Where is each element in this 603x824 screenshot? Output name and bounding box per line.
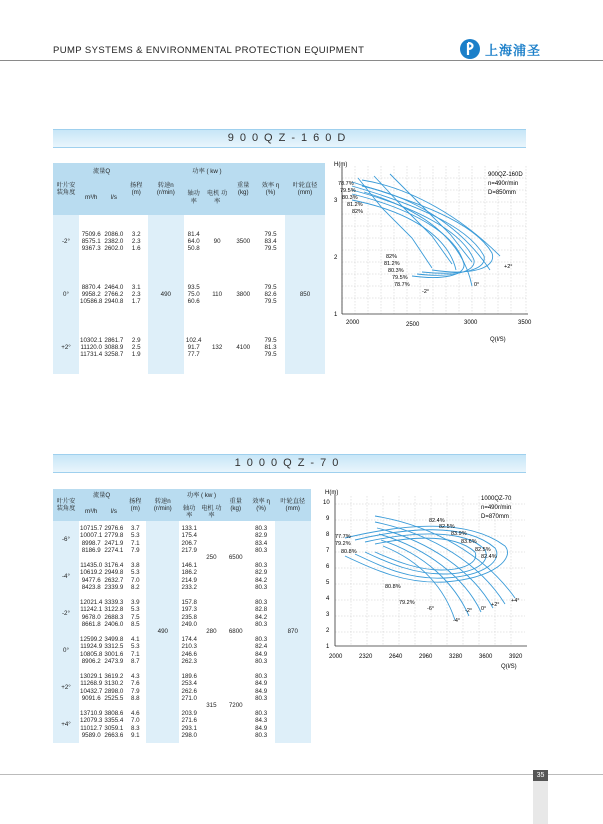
cell-head: 3.8 5.3 7.0 8.2 — [124, 558, 146, 595]
cell-motor: 250 — [199, 521, 224, 595]
cell-ls: 2464.0 2766.2 2940.8 — [103, 268, 124, 321]
cell-head: 3.9 5.3 7.5 8.5 — [124, 595, 146, 632]
cell-head: 4.6 7.0 8.3 9.1 — [124, 706, 146, 743]
cell-weight: 3800 — [230, 268, 256, 321]
cell-m3h: 10715.7 10007.1 8998.7 8186.9 — [79, 521, 103, 558]
x-tick: 2500 — [406, 322, 420, 328]
cell-m3h: 13710.9 12079.3 11012.7 9589.0 — [79, 706, 103, 743]
y-axis-title: H(m) — [334, 162, 348, 168]
eff-label: 80.8% — [341, 549, 357, 555]
angle-label: -6° — [427, 606, 435, 612]
cell-m3h: 12599.2 11924.9 10805.8 8906.2 — [79, 632, 103, 669]
angle-label: +2° — [491, 602, 500, 608]
cell-eff: 80.3 82.9 84.2 80.3 — [248, 558, 275, 595]
eff-label: 77.7% — [335, 534, 351, 540]
y-tick: 7 — [326, 548, 330, 554]
cell-angle: +2° — [53, 321, 79, 374]
col-motor-power: 电机 功率 — [204, 180, 231, 215]
x-tick: 3000 — [464, 320, 478, 326]
section-title: 900QZ-160D — [227, 132, 352, 144]
eff-label: 82% — [352, 209, 364, 215]
x-tick: 3920 — [509, 654, 523, 660]
legend-line: D=850mm — [488, 190, 516, 196]
x-tick: 2960 — [419, 654, 433, 660]
y-axis-title: H(m) — [325, 490, 339, 496]
cell-eff: 80.3 82.8 84.2 80.3 — [248, 595, 275, 632]
cell-eff: 80.3 82.4 84.9 80.3 — [248, 632, 275, 669]
y-tick: 1 — [326, 644, 330, 650]
eff-label: 82.4% — [481, 554, 497, 560]
eff-label: 79.2% — [335, 541, 351, 547]
y-tick: 8 — [326, 532, 330, 538]
y-tick: 3 — [334, 198, 338, 204]
col-head: 扬程 (m) — [124, 489, 146, 521]
cell-motor: 90 — [204, 215, 231, 268]
cell-motor: 315 — [199, 669, 224, 743]
col-flow-ls: l/s — [103, 503, 124, 521]
performance-chart-900qz — [322, 158, 532, 344]
page-edge-tab — [533, 781, 548, 824]
col-angle: 叶片安装角度 — [53, 163, 79, 215]
x-axis-title: Q(l/S) — [490, 337, 506, 343]
cell-eff: 79.5 81.3 79.5 — [256, 321, 285, 374]
eff-label: 80.8% — [385, 584, 401, 590]
y-tick: 2 — [334, 255, 338, 261]
section-title-bar — [53, 454, 526, 473]
col-speed: 转速n (r/min) — [146, 489, 179, 521]
table-row — [53, 669, 311, 706]
cell-angle: -2° — [53, 215, 79, 268]
header-divider — [0, 60, 603, 61]
col-flow-ls: l/s — [103, 180, 124, 215]
company-logo — [459, 38, 541, 60]
cell-dia: 870 — [275, 521, 312, 743]
cell-speed: 490 — [146, 521, 179, 743]
cell-dia: 850 — [285, 215, 325, 374]
x-tick: 3280 — [449, 654, 463, 660]
footer-divider — [0, 774, 603, 775]
eff-label: 79.2% — [399, 600, 415, 606]
cell-head: 4.1 5.3 7.1 8.7 — [124, 632, 146, 669]
col-shaft-power: 轴功率 — [184, 180, 204, 215]
cell-eff: 80.3 84.9 84.9 80.3 — [248, 669, 275, 706]
cell-ls: 3176.4 2949.8 2632.7 2339.9 — [103, 558, 124, 595]
header-title: PUMP SYSTEMS & ENVIRONMENTAL PROTECTION EQUIPMENT — [53, 45, 365, 56]
eff-label: 82.4% — [429, 518, 445, 524]
x-tick: 3500 — [518, 320, 532, 326]
y-tick: 4 — [326, 596, 330, 602]
cell-weight: 4100 — [230, 321, 256, 374]
cell-angle: 0° — [53, 632, 79, 669]
x-tick: 2320 — [359, 654, 373, 660]
cell-head: 4.3 7.6 7.9 8.8 — [124, 669, 146, 706]
angle-label: -2° — [465, 608, 473, 614]
x-tick: 2000 — [346, 320, 360, 326]
cell-weight: 3500 — [230, 215, 256, 268]
col-eff: 效率 η (%) — [248, 489, 275, 521]
eff-label: 78.7% — [394, 282, 410, 288]
cell-angle: -2° — [53, 595, 79, 632]
angle-label: 0° — [474, 282, 480, 288]
cell-ls: 3808.6 3355.4 3059.1 2663.6 — [103, 706, 124, 743]
section-title: 1000QZ-70 — [234, 457, 345, 469]
cell-eff: 79.5 82.6 79.5 — [256, 268, 285, 321]
cell-shaft: 102.4 91.7 77.7 — [184, 321, 204, 374]
col-flow-m3h: m³/h — [79, 180, 103, 215]
eff-label: 82.5% — [475, 547, 491, 553]
cell-m3h: 13029.1 11268.9 10432.7 9091.6 — [79, 669, 103, 706]
legend-line: n=490r/min — [481, 505, 512, 511]
cell-m3h: 10302.1 11120.0 11731.4 — [79, 321, 103, 374]
cell-ls: 3499.8 3312.5 3001.6 2473.9 — [103, 632, 124, 669]
performance-chart-1000qz — [315, 486, 535, 672]
eff-label: 83.9% — [451, 531, 467, 537]
col-flow-m3h: m³/h — [79, 503, 103, 521]
spec-table-900qz — [53, 163, 325, 374]
col-dia: 叶轮直径 (mm) — [275, 489, 312, 521]
cell-motor: 110 — [204, 268, 231, 321]
cell-m3h: 11435.0 10619.2 9477.6 8423.8 — [79, 558, 103, 595]
col-angle: 叶片安装角度 — [53, 489, 79, 521]
eff-label: 81.2% — [347, 202, 363, 208]
y-tick: 10 — [323, 500, 330, 506]
cell-ls: 2861.7 3088.9 3258.7 — [103, 321, 124, 374]
cell-head: 3.7 5.3 7.1 7.9 — [124, 521, 146, 558]
cell-ls: 2976.6 2779.8 2471.9 2274.1 — [103, 521, 124, 558]
col-head: 扬程 (m) — [124, 163, 148, 215]
page-number: 35 — [533, 770, 548, 781]
table-row — [53, 321, 325, 374]
section-title-bar — [53, 129, 526, 148]
cell-m3h: 12021.4 11242.1 9678.0 8661.8 — [79, 595, 103, 632]
x-tick: 2640 — [389, 654, 403, 660]
spec-table-1000qz — [53, 489, 311, 743]
x-tick: 3600 — [479, 654, 493, 660]
cell-weight: 7200 — [224, 669, 248, 743]
legend-line: D=870mm — [481, 514, 509, 520]
cell-weight: 6800 — [224, 595, 248, 669]
cell-shaft: 157.8 197.3 235.8 249.0 — [179, 595, 199, 632]
cell-angle: +4° — [53, 706, 79, 743]
y-tick: 9 — [326, 516, 330, 522]
company-logo-icon — [459, 38, 481, 60]
col-shaft-power: 轴功率 — [179, 503, 199, 521]
table-row — [53, 632, 311, 669]
cell-speed: 490 — [148, 215, 183, 374]
col-power: 功率 ( kw ) — [184, 163, 231, 180]
cell-shaft: 81.4 64.0 50.8 — [184, 215, 204, 268]
angle-label: -4° — [453, 618, 461, 624]
legend-line: 1000QZ-70 — [481, 496, 512, 502]
cell-shaft: 203.9 271.6 293.1 298.0 — [179, 706, 199, 743]
cell-ls: 2086.0 2382.0 2602.0 — [103, 215, 124, 268]
cell-eff: 80.3 82.9 83.4 80.3 — [248, 521, 275, 558]
cell-angle: +2° — [53, 669, 79, 706]
eff-label: 83.6% — [461, 539, 477, 545]
eff-label: 78.7% — [338, 181, 354, 187]
legend-line: n=490r/min — [488, 181, 519, 187]
cell-eff: 79.5 83.4 79.5 — [256, 215, 285, 268]
cell-motor: 280 — [199, 595, 224, 669]
angle-label: -2° — [422, 289, 430, 295]
cell-weight: 6500 — [224, 521, 248, 595]
cell-motor: 132 — [204, 321, 231, 374]
col-weight: 重量 (kg) — [230, 163, 256, 215]
legend-line: 900QZ-160D — [488, 172, 523, 178]
cell-shaft: 93.5 75.0 60.6 — [184, 268, 204, 321]
cell-shaft: 133.1 175.4 206.7 217.9 — [179, 521, 199, 558]
cell-head: 3.2 2.3 1.6 — [124, 215, 148, 268]
company-logo-text: 上海浦圣 — [485, 42, 542, 58]
cell-angle: -6° — [53, 521, 79, 558]
table-row — [53, 268, 325, 321]
eff-label: 82.5% — [439, 524, 455, 530]
eff-label: 79.5% — [340, 188, 356, 194]
cell-eff: 80.3 84.3 84.9 80.3 — [248, 706, 275, 743]
cell-shaft: 174.4 210.3 246.6 262.3 — [179, 632, 199, 669]
cell-angle: -4° — [53, 558, 79, 595]
y-tick: 1 — [334, 312, 338, 318]
col-flow: 流量Q — [79, 163, 124, 180]
table-row — [53, 521, 311, 558]
eff-label: 82% — [386, 254, 398, 260]
eff-label: 79.5% — [392, 275, 408, 281]
col-weight: 重量 (kg) — [224, 489, 248, 521]
x-axis-title: Q(l/S) — [501, 664, 517, 670]
angle-label: 0° — [481, 606, 487, 612]
cell-head: 3.1 2.3 1.7 — [124, 268, 148, 321]
cell-ls: 3619.2 3130.2 2898.0 2525.5 — [103, 669, 124, 706]
cell-shaft: 146.1 186.2 214.9 233.2 — [179, 558, 199, 595]
cell-ls: 3339.3 3122.8 2688.3 2406.0 — [103, 595, 124, 632]
table-row — [53, 706, 311, 743]
col-motor-power: 电机 功率 — [199, 503, 224, 521]
cell-shaft: 189.6 253.4 262.6 271.0 — [179, 669, 199, 706]
y-tick: 3 — [326, 612, 330, 618]
x-tick: 2000 — [329, 654, 343, 660]
y-tick: 6 — [326, 564, 330, 570]
table-row — [53, 215, 325, 268]
col-dia: 叶轮直径 (mm) — [285, 163, 325, 215]
y-tick: 5 — [326, 580, 330, 586]
table-row — [53, 558, 311, 595]
table-row — [53, 595, 311, 632]
col-speed: 转速n (r/min) — [148, 163, 183, 215]
cell-m3h: 7509.6 8575.1 9367.3 — [79, 215, 103, 268]
y-tick: 2 — [326, 628, 330, 634]
col-eff: 效率 η (%) — [256, 163, 285, 215]
angle-label: +4° — [511, 598, 520, 604]
cell-head: 2.9 2.5 1.9 — [124, 321, 148, 374]
eff-label: 81.2% — [384, 261, 400, 267]
cell-angle: 0° — [53, 268, 79, 321]
col-power: 功率 ( kw ) — [179, 489, 223, 503]
angle-label: +2° — [504, 264, 513, 270]
cell-m3h: 8870.4 9958.2 10586.8 — [79, 268, 103, 321]
eff-label: 80.3% — [388, 268, 404, 274]
eff-label: 80.3% — [342, 195, 358, 201]
col-flow: 流量Q — [79, 489, 124, 503]
